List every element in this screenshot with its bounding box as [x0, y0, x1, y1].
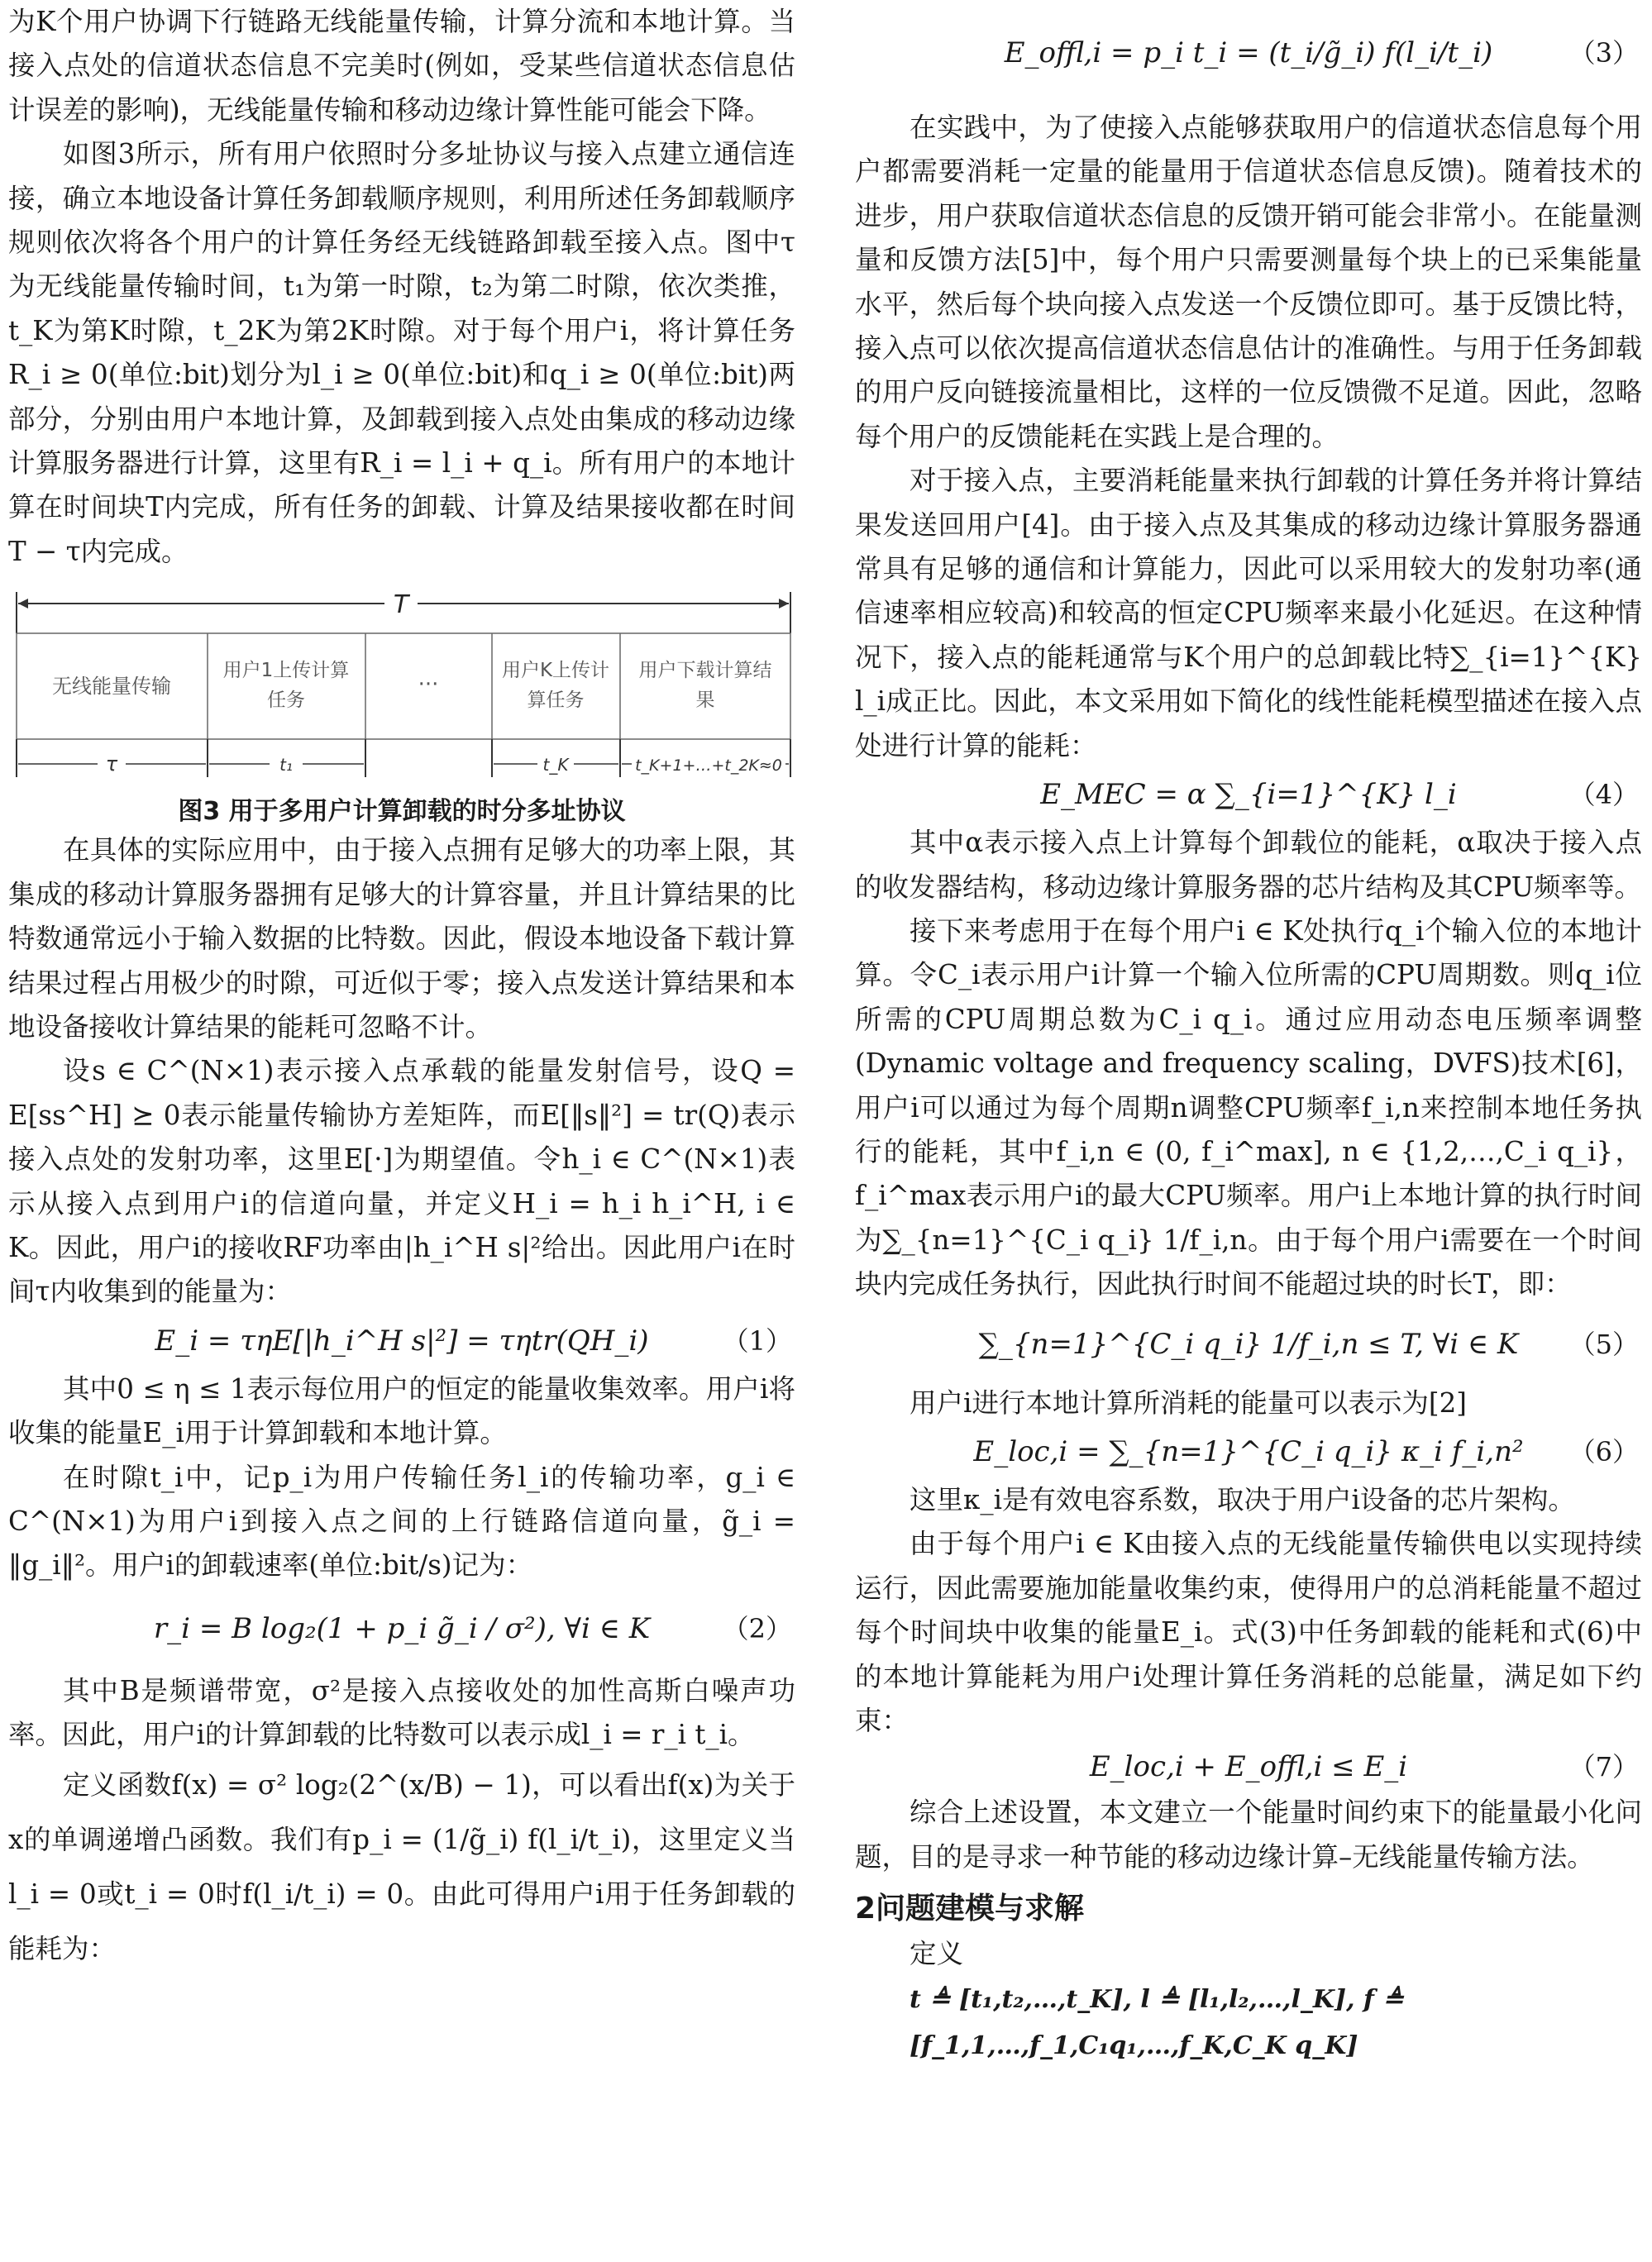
- equation-4-body: E_MEC = α ∑_{i=1}^{K} l_i: [1040, 778, 1457, 812]
- paragraph-efficiency: 其中0 ≤ η ≤ 1表示每位用户的恒定的能量收集效率。用户i将收集的能量E_i用于计算卸载和本地计算。: [8, 1372, 795, 1449]
- figure-caption: 图3 用于多用户计算卸载的时分多址协议: [178, 797, 626, 827]
- paragraph-tdma: 如图3所示，所有用户依照时分多址协议与接入点建立通信连接，确立本地设备计算任务卸载顺序规则，利用所述任务卸载顺序规则依次将各个用户的计算任务经无线链路卸载至接入点。图中τ为无线能量传输时间，t₁为第一时隙，t₂为第二时隙，依次类推，t_K为第K时隙，t_2K为第2K时隙。对于每个用户i，将计算任务R_i ≥ 0(单位:bit)划分为l_i ≥ 0(单位:bit)和q_i ≥ 0(单位:bit)两部分，分别由用户本地计算，及卸载到接入点处由集成的移动边缘计算服务器进行计算，这里有R_i = l_i + q_i。所有用户的本地计算在时间块T内完成，所有任务的卸载、计算及结果接收都在时间T − τ内完成。: [8, 138, 795, 567]
- equation-7-number: （7）: [1568, 1751, 1639, 1783]
- paragraph-alpha: 其中α表示接入点上计算每个卸载位的能耗，α取决于接入点的收发器结构，移动边缘计算服务器的芯片结构及其CPU频率等。: [855, 827, 1642, 903]
- figure-3: [8, 585, 795, 828]
- tau-label: τ: [105, 752, 118, 776]
- equation-1-body: E_i = τηE[|h_i^H s|²] = τηtr(QH_i): [155, 1324, 649, 1358]
- equation-6-body: E_loc,i = ∑_{n=1}^{C_i q_i} κ_i f_i,n²: [973, 1434, 1524, 1468]
- right-column: [855, 0, 1642, 2069]
- equation-3: [855, 0, 1642, 106]
- paragraph-slot: 在时隙t_i中，记p_i为用户传输任务l_i的传输功率，g_i ∈ C^(N×1)为用户i到接入点之间的上行链路信道向量，g̃_i = ‖g_i‖²。用户i的卸载速率(单位:bit/s)记为：: [8, 1461, 795, 1582]
- equation-1-number: （1）: [722, 1324, 792, 1357]
- equation-7-body: E_loc,i + E_offl,i ≤ E_i: [1089, 1750, 1408, 1784]
- tdma-protocol-diagram: [8, 585, 795, 784]
- equation-4: [855, 768, 1642, 821]
- cell-user1-a: 用户1上传计算: [222, 660, 350, 682]
- equation-5: [855, 1307, 1642, 1382]
- paragraph-constraint: 由于每个用户i ∈ K由接入点的无线能量传输供电以实现持续运行，因此需要施加能量收集约束，使得用户的总消耗能量不超过每个时间块中收集的能量E_i。式(3)中任务卸载的能耗和式(6)中的本地计算能耗为用户i处理计算任务消耗的总能量，满足如下约束：: [855, 1528, 1642, 1736]
- equation-1: [8, 1315, 795, 1367]
- section-heading: 2问题建模与求解: [855, 1892, 1085, 1926]
- equation-2-number: （2）: [722, 1612, 792, 1644]
- cell-download-b: 果: [695, 690, 715, 712]
- left-column: [8, 0, 795, 1976]
- paragraph-kappa: 这里κ_i是有效电容系数，取决于用户i设备的芯片架构。: [910, 1483, 1575, 1515]
- equation-6-number: （6）: [1568, 1435, 1639, 1467]
- tK-label: t_K: [542, 755, 569, 775]
- paragraph-local-compute: 接下来考虑用于在每个用户i ∈ K处执行q_i个输入位的本地计算。令C_i表示用户i计算一个输入位所需的CPU周期数。则q_i位所需的CPU周期总数为C_i q_i。通过应用动态电压频率调整(Dynamic voltage and frequency scaling，DVFS)技术[6]，用户i可以通过为每个周期n调整CPU频率f_i,n来控制本地任务执行的能耗，其中f_i,n ∈ (0, f_i^max], n ∈ {1,2,…,C_i q_i}，f_i^max表示用户i的最大CPU频率。用户i上本地计算的执行时间为∑_{n=1}^{C_i q_i} 1/f_i,n。由于每个用户i需要在一个时间块内完成任务执行，因此执行时间不能超过块的时长T，即：: [855, 914, 1642, 1300]
- equation-7: [855, 1743, 1642, 1791]
- paragraph-feedback: 在实践中，为了使接入点能够获取用户的信道状态信息每个用户都需要消耗一定量的能量用于信道状态信息反馈)。随着技术的进步，用户获取信道状态信息的反馈开销可能会非常小。在能量测量和反馈方法[5]中，每个用户只需要测量每个块上的已采集能量水平，然后每个块向接入点发送一个反馈位即可。基于反馈比特，接入点可以依次提高信道状态信息估计的准确性。与用于任务卸载的用户反向链接流量相比，这样的一位反馈微不足道。因此，忽略每个用户的反馈能耗在实践上是合理的。: [855, 112, 1642, 452]
- cell-userK-b: 算任务: [527, 690, 585, 712]
- cell-user1-b: 任务: [267, 690, 305, 712]
- equation-5-number: （5）: [1568, 1328, 1639, 1360]
- equation-3-number: （3）: [1568, 37, 1639, 69]
- definition-equation: t ≜ [t₁,t₂,…,t_K], l ≜ [l₁,l₂,…,l_K], f ≜ [f_1,1,…,f_1,C₁q₁,…,f_K,C_K q_K]: [910, 1984, 1404, 2060]
- equation-5-body: ∑_{n=1}^{C_i q_i} 1/f_i,n ≤ T, ∀i ∈ K: [978, 1327, 1519, 1361]
- paragraph-function: 定义函数f(x) = σ² log₂(2^(x/B) − 1)，可以看出f(x)为关于x的单调递增凸函数。我们有p_i = (1/g̃_i) f(l_i/t_i)，这里定义当l_i = 0或t_i = 0时f(l_i/t_i) = 0。由此可得用户i用于任务卸载的能耗为：: [8, 1768, 795, 1964]
- T-label: T: [393, 590, 409, 620]
- t1-label: t₁: [279, 755, 293, 775]
- equation-6: [855, 1425, 1642, 1478]
- paragraph-definition: 定义: [910, 1938, 964, 1970]
- cell-download-a: 用户下载计算结: [638, 660, 772, 682]
- equation-4-number: （4）: [1568, 779, 1639, 811]
- paragraph-signal: 设s ∈ C^(N×1)表示接入点承载的能量发射信号，设Q = E[ss^H] ⪰ 0表示能量传输协方差矩阵，而E[‖s‖²] = tr(Q)表示接入点处的发射功率，这里E[·]为期望值。令h_i ∈ C^(N×1)表示从接入点到用户i的信道向量，并定义H_i = h_i h_i^H, i ∈ K。因此，用户i的接收RF功率由|h_i^H s|²给出。因此用户i在时间τ内收集到的能量为：: [8, 1055, 795, 1308]
- equation-2: [8, 1588, 795, 1669]
- cell-wpt: 无线能量传输: [52, 675, 171, 699]
- equation-2-body: r_i = B log₂(1 + p_i g̃_i / σ²), ∀i ∈ K: [153, 1611, 651, 1645]
- paragraph-summary: 综合上述设置，本文建立一个能量时间约束下的能量最小化问题，目的是寻求一种节能的移动边缘计算–无线能量传输方法。: [855, 1797, 1642, 1873]
- cell-ellipsis: ···: [418, 672, 439, 698]
- paragraph-intro: 为K个用户协调下行链路无线能量传输，计算分流和本地计算。当接入点处的信道状态信息不完美时(例如，受某些信道状态信息估计误差的影响)，无线能量传输和移动边缘计算性能可能会下降。: [8, 6, 795, 126]
- paragraph-bandwidth: 其中B是频谱带宽，σ²是接入点接收处的加性高斯白噪声功率。因此，用户i的计算卸载的比特数可以表示成l_i = r_i t_i。: [8, 1674, 795, 1751]
- equation-3-body: E_offl,i = p_i t_i = (t_i/g̃_i) f(l_i/t_i): [1004, 36, 1493, 69]
- tail-label: t_K+1+…+t_2K≈0: [635, 756, 782, 775]
- paragraph-assumption: 在具体的实际应用中，由于接入点拥有足够大的功率上限，其集成的移动计算服务器拥有足够大的计算容量，并且计算结果的比特数通常远小于输入数据的比特数。因此，假设本地设备下载计算结果过程占用极少的时隙，可近似于零；接入点发送计算结果和本地设备接收计算结果的能耗可忽略不计。: [8, 834, 795, 1043]
- cell-userK-a: 用户K上传计: [501, 660, 610, 682]
- paragraph-local-energy: 用户i进行本地计算所消耗的能量可以表示为[2]: [910, 1386, 1467, 1419]
- paragraph-ap-energy: 对于接入点，主要消耗能量来执行卸载的计算任务并将计算结果发送回用户[4]。由于接入点及其集成的移动边缘计算服务器通常具有足够的通信和计算能力，因此可以采用较大的发射功率(通信速率相应较高)和较高的恒定CPU频率来最小化延迟。在这种情况下，接入点的能耗通常与K个用户的总卸载比特∑_{i=1}^{K} l_i成正比。因此，本文采用如下简化的线性能耗模型描述在接入点处进行计算的能耗：: [855, 465, 1642, 761]
